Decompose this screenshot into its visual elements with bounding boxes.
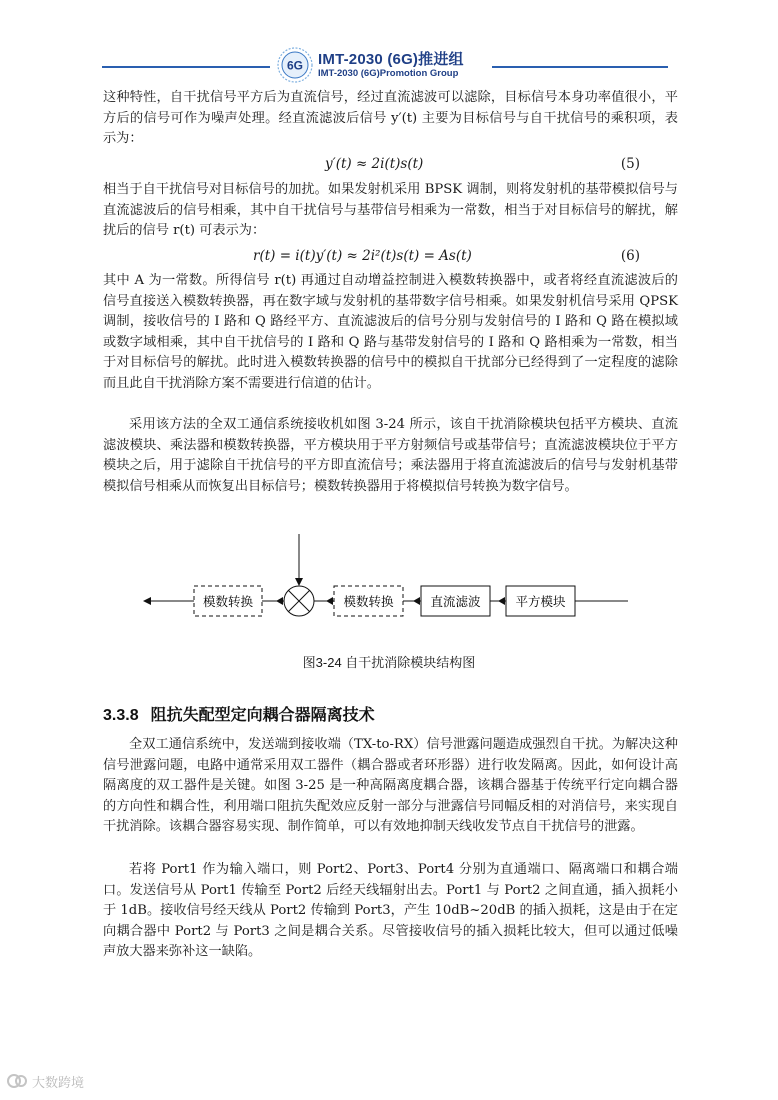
paragraph-2: 相当于自干扰信号对目标信号的加扰。如果发射机采用 BPSK 调制，则将发射机的基带模拟信号与直流滤波后的信号相乘，其中自干扰信号与基带信号相乘为一常数，相当于对目标信号的解扰，解扰后的信号 r(t) 可表示为： bbox=[103, 182, 678, 238]
block-adc-2-label: 模数转换 bbox=[343, 595, 394, 609]
self-interference-cancellation-diagram bbox=[0, 520, 778, 645]
paragraph-3: 其中 A 为一常数。所得信号 r(t) 再通过自动增益控制进入模数转换器中，或者将经直流滤波后的信号直接送入模数转换器，再在数字域与发射机的基带数字信号相乘。如果发射机信号采用 QPSK 调制，接收信号的 I 路和 Q 路经平方、直流滤波后的信号分别与发射信号的 I 路和 Q 路在模拟域或数字域相乘，其中自干扰信号的 I 路和 Q 路与基带发射信号的 I 路和 Q 路相乘为一常数，相当于对目标信号的解扰。此时进入模数转换器的信号中的模拟自干扰部分已经得到了一定程度的滤除而且此自干扰消除方案不需要进行信道的估计。 bbox=[103, 273, 678, 391]
equation-6 bbox=[103, 248, 678, 268]
paragraph-5: 全双工通信系统中，发送端到接收端（TX-to-RX）信号泄露问题造成强烈自干扰。为解决这种信号泄露问题，电路中通常采用双工器件（耦合器或者环形器）进行收发隔离。因此，如何设计高隔离度的双工器件是关键。如图 3-25 是一种高隔离度耦合器，该耦合器基于传统平行定向耦合器的方向性和耦合性，利用端口阻抗失配效应反射一部分与泄露信号同幅反相的对消信号，来实现自干扰消除。该耦合器容易实现、制作简单，可以有效地抑制天线收发节点自干扰信号的泄露。 bbox=[103, 737, 678, 834]
section-title: 阻抗失配型定向耦合器隔离技术 bbox=[150, 707, 375, 724]
equation-5-formula: y′(t) ≈ 2i(t)s(t) bbox=[325, 156, 424, 172]
diagram-arrow-into-adc2 bbox=[413, 597, 420, 605]
header-title: IMT-2030 (6G)推进组 bbox=[318, 51, 464, 68]
section-heading bbox=[103, 702, 375, 725]
equation-5 bbox=[103, 156, 678, 176]
block-square-label: 平方模块 bbox=[515, 595, 566, 609]
diagram-feed-arrow bbox=[295, 578, 303, 586]
logo-mark-text: 6G bbox=[286, 58, 304, 73]
paragraph-1: 这种特性，自干扰信号平方后为直流信号，经过直流滤波可以滤除，目标信号本身功率值很小，平方后的信号可作为噪声处理。经直流滤波后信号 y′(t) 主要为目标信号与自干扰信号的乘积项，表示为： bbox=[103, 90, 678, 146]
block-dc-filter-label: 直流滤波 bbox=[430, 595, 481, 609]
diagram-output-arrow bbox=[143, 597, 151, 605]
equation-6-number: (6) bbox=[620, 248, 640, 264]
imt2030-logo-icon bbox=[276, 46, 314, 84]
watermark-text: 大数跨境 bbox=[32, 1075, 85, 1090]
section-number: 3.3.8 bbox=[103, 707, 139, 724]
watermark-logo-icon bbox=[6, 1072, 28, 1090]
header-subtitle: IMT-2030 (6G)Promotion Group bbox=[318, 68, 459, 79]
paragraph-4: 采用该方法的全双工通信系统接收机如图 3-24 所示，该自干扰消除模块包括平方模块、直流滤波模块、乘法器和模数转换器，平方模块用于平方射频信号或基带信号；直流滤波模块位于平方模块之后，用于滤除自干扰信号的平方即直流信号；乘法器用于将直流滤波后的信号与发射机基带模拟信号相乘从而恢复出目标信号；模数转换器用于将模拟信号转换为数字信号。 bbox=[103, 417, 678, 494]
header-rule-left bbox=[102, 66, 270, 68]
equation-6-formula: r(t) = i(t)y′(t) ≈ 2i²(t)s(t) = As(t) bbox=[253, 248, 472, 264]
paragraph-6: 若将 Port1 作为输入端口，则 Port2、Port3、Port4 分别为直通端口、隔离端口和耦合端口。发送信号从 Port1 传输至 Port2 后经天线辐射出去。Port1 与 Port2 之间直通，插入损耗小于 1dB。接收信号经天线从 Port2 传输到 Port3，产生 10dB~20dB 的插入损耗，这是由于在定向耦合器中 Port2 与 Port3 之间是耦合关系。尽管接收信号的插入损耗比较大，但可以通过低噪声放大器来弥补这一缺陷。 bbox=[103, 862, 678, 959]
equation-5-number: (5) bbox=[620, 156, 640, 172]
block-adc-1-label: 模数转换 bbox=[202, 595, 254, 609]
header-rule-right bbox=[492, 66, 668, 68]
diagram-arrow-into-mixer bbox=[326, 597, 333, 605]
diagram-arrow-into-dcfilter bbox=[498, 597, 505, 605]
figure-caption: 图3-24 自干扰消除模块结构图 bbox=[302, 655, 476, 670]
diagram-arrow-into-adc1 bbox=[276, 597, 283, 605]
